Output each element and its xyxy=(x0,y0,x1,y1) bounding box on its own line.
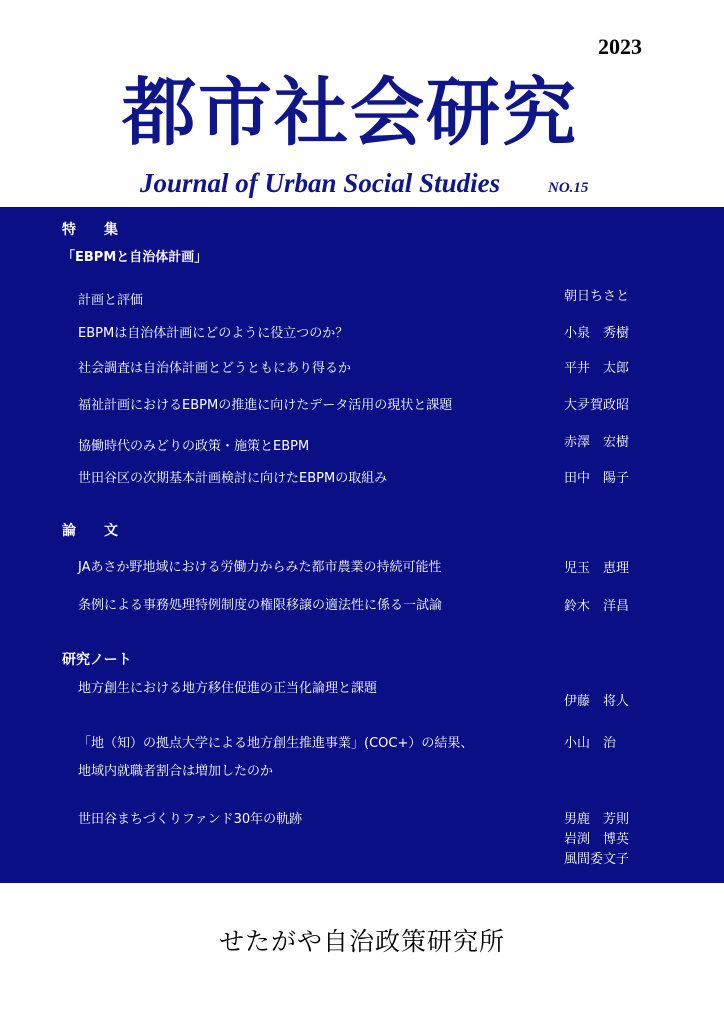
article-author: 伊藤 将人 xyxy=(564,694,630,709)
section-heading-notes: 研究ノート xyxy=(62,652,132,668)
contents-panel xyxy=(0,207,724,883)
article-title: 世田谷まちづくりファンド30年の軌跡 xyxy=(78,812,303,827)
article-author: 小山 治 xyxy=(564,736,617,751)
article-author: 大夛賀政昭 xyxy=(564,398,630,413)
article-author: 岩渕 博英 xyxy=(564,832,630,847)
year: 2023 xyxy=(598,34,642,59)
article-author: 田中 陽子 xyxy=(564,471,630,486)
article-author: 朝日ちさと xyxy=(564,289,630,304)
article-title: 計画と評価 xyxy=(78,293,144,308)
article-title-line2: 地域内就職者割合は増加したのか xyxy=(78,764,274,779)
issue-number: NO.15 xyxy=(548,180,589,196)
article-author: 男鹿 芳則 xyxy=(564,812,630,827)
article-author: 鈴木 洋昌 xyxy=(564,599,630,614)
publisher-name: せたがや自治政策研究所 xyxy=(218,927,505,956)
article-author: 風間委文子 xyxy=(564,852,630,867)
journal-subtitle: Journal of Urban Social Studies xyxy=(140,168,501,198)
section-heading-papers: 論 文 xyxy=(62,523,118,539)
article-title: 地方創生における地方移住促進の正当化論理と課題 xyxy=(78,681,378,696)
article-author: 小泉 秀樹 xyxy=(564,326,630,341)
article-author: 児玉 恵理 xyxy=(564,561,630,576)
journal-title: 都市社会研究 xyxy=(122,70,578,156)
article-title: 福祉計画におけるEBPMの推進に向けたデータ活用の現状と課題 xyxy=(78,398,453,413)
article-title: 世田谷区の次期基本計画検討に向けたEBPMの取組み xyxy=(78,471,388,486)
article-title: EBPMは自治体計画にどのように役立つのか？ xyxy=(78,326,349,341)
article-title: JAあさか野地域における労働力からみた都市農業の持続可能性 xyxy=(78,560,442,575)
article-author: 赤澤 宏樹 xyxy=(564,435,630,450)
article-author: 平井 太郎 xyxy=(564,361,630,376)
feature-title: 「EBPMと自治体計画」 xyxy=(62,250,208,265)
article-title: 社会調査は自治体計画とどうともにあり得るか xyxy=(78,361,352,376)
article-title: 協働時代のみどりの政策・施策とEBPM xyxy=(78,439,310,454)
section-heading-special: 特 集 xyxy=(62,222,118,238)
article-title: 「地（知）の拠点大学による地方創生推進事業」(COC+）の結果、 xyxy=(78,736,474,751)
article-title: 条例による事務処理特例制度の権限移譲の適法性に係る一試論 xyxy=(78,598,443,613)
